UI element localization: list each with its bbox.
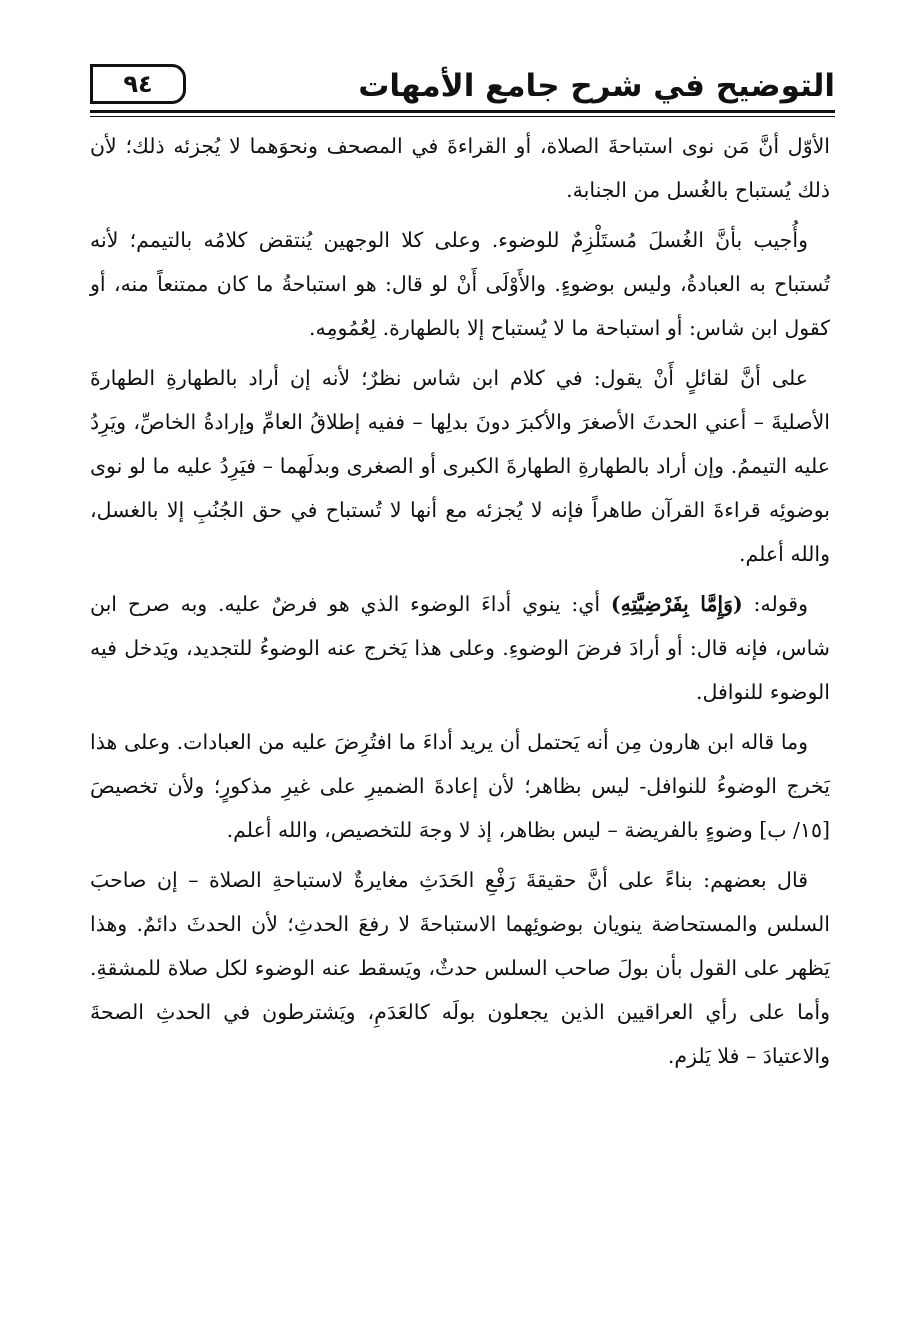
- paragraph-text: على أنَّ لقائلٍ أَنْ يقول: في كلام ابن شاس نظرٌ؛ لأنه إن أراد بالطهارةِ الطهارةَ الأصليةَ – أعني الحدثَ الأصغرَ والأكبرَ دونَ بدلِها – ففيه إطلاقُ العامِّ وإرادةُ الخاصِّ، ويَرِدُ عليه التيممُ. وإن أراد بالطهارةِ الطهارةَ الكبرى أو الصغرى وبدلَهما – فيَرِدُ عليه ما لو نوى بوضوئِه قراءةَ القرآن طاهراً فإنه لا يُجزئه مع أنها لا تُستباح في حق الجُنُبِ إلا بالغسل، والله أعلم.: [90, 366, 830, 566]
- header-rule-thin: [90, 116, 835, 117]
- paragraph-text: وما قاله ابن هارون مِن أنه يَحتمل أن يريد أداءَ ما افتُرِضَ عليه من العبادات. وعلى هذا يَخرج الوضوءُ للنوافل- ليس بظاهر؛ لأن إعادةَ الضميرِ على غيرِ مذكورٍ؛ ولأن تخصيصَ [١٥/ ب] وضوءٍ بالفريضة – ليس بظاهر، إذ لا وجهَ للتخصيص، والله أعلم.: [90, 730, 830, 842]
- matn-quote: (وَإِمَّا بِفَرْضِيَّتِهِ): [610, 592, 743, 616]
- page-number: ٩٤: [90, 64, 186, 104]
- paragraph-text: أي: ينوي أداءَ الوضوء الذي هو فرضٌ عليه. وبه صرح ابن شاس، فإنه قال: أو أرادَ فرضَ الوضوءِ. وعلى هذا يَخرج عنه الوضوءُ للتجديد، ويَدخل فيه الوضوء للنوافل.: [90, 592, 830, 704]
- paragraph-prefix: وقوله:: [742, 592, 808, 616]
- paragraph-5: [90, 720, 830, 852]
- paragraph-3: [90, 356, 830, 576]
- paragraph-text: الأوّل أنَّ مَن نوى استباحةَ الصلاة، أو القراءةَ في المصحف ونحوَهما لا يُجزئه ذلك؛ لأن ذلك يُستباح بالغُسل من الجنابة.: [90, 134, 830, 202]
- body-text: [90, 124, 830, 1084]
- header-rule: [90, 110, 835, 113]
- running-title: التوضيح في شرح جامع الأمهات: [358, 68, 835, 104]
- paragraph-2: [90, 218, 830, 350]
- paragraph-6: [90, 858, 830, 1078]
- paragraph-1: [90, 124, 830, 212]
- paragraph-text: وأُجيب بأنَّ الغُسلَ مُستَلْزِمٌ للوضوء. وعلى كلا الوجهين يُنتقض كلامُه بالتيمم؛ لأنه تُستباح به العبادةُ، وليس بوضوءٍ. والأَوْلَى أَنْ لو قال: هو استباحةُ ما كان ممتنعاً منه، أو كقول ابن شاس: أو استباحة ما لا يُستباح إلا بالطهارة. لِعُمُومِه.: [90, 228, 830, 340]
- paragraph-text: قال بعضهم: بناءً على أنَّ حقيقةَ رَفْعِ الحَدَثِ مغايرةٌ لاستباحةِ الصلاة – إن صاحبَ السلس والمستحاضة ينويان بوضوئِهما الاستباحةَ لا رفعَ الحدثِ؛ لأن الحدثَ دائمٌ. وهذا يَظهر على القول بأن بولَ صاحب السلس حدثٌ، ويَسقط عنه الوضوء لكل صلاة للمشقةِ. وأما على رأي العراقيين الذين يجعلون بولَه كالعَدَمِ، ويَشترطون في الحدثِ الصحةَ والاعتيادَ – فلا يَلزم.: [90, 868, 830, 1068]
- page-header: [90, 60, 835, 120]
- paragraph-4: [90, 582, 830, 714]
